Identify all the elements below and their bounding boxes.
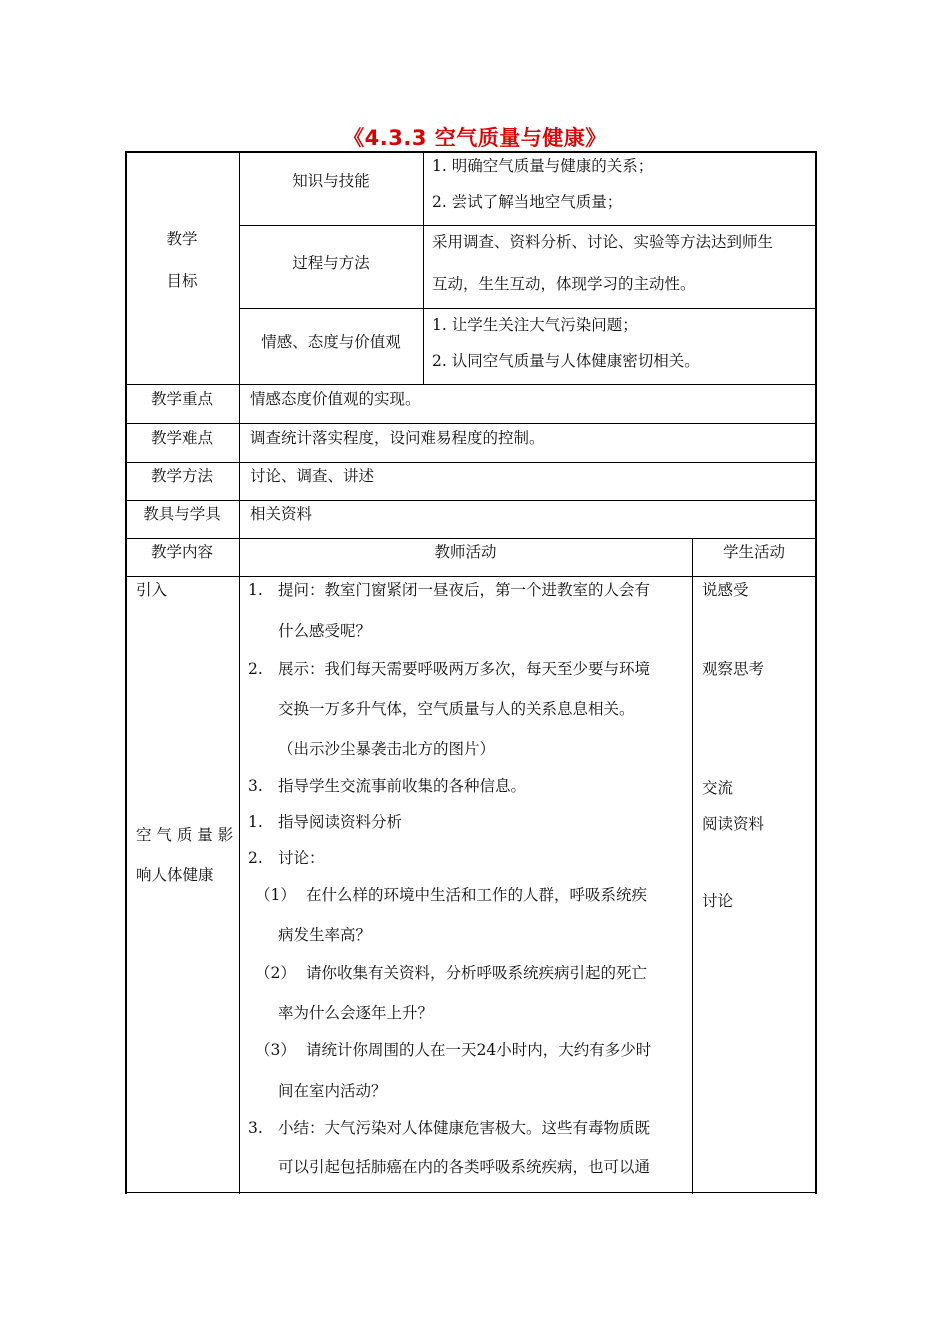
teacher-line: （出示沙尘暴袭击北方的图片） — [278, 740, 496, 758]
objectives-label-1: 教学 — [166, 230, 198, 248]
row-label: 教具与学具 — [143, 505, 221, 523]
teacher-num: 1. — [248, 581, 263, 599]
teacher-num: （3） — [255, 1041, 296, 1059]
col-divider — [423, 151, 424, 384]
page-title: 《4.3.3 空气质量与健康》 — [343, 126, 607, 150]
header-student: 学生活动 — [722, 543, 785, 561]
row-divider — [239, 308, 817, 309]
row-divider — [125, 423, 817, 424]
knowledge-item-1: 1. 明确空气质量与健康的关系； — [432, 157, 654, 175]
row-divider — [125, 576, 817, 577]
row-label: 教学难点 — [150, 429, 213, 447]
teacher-line: 率为什么会逐年上升？ — [278, 1004, 434, 1022]
teacher-line: 什么感受呢？ — [278, 622, 372, 640]
teacher-line: 间在室内活动？ — [278, 1082, 387, 1100]
teacher-num: （2） — [255, 964, 296, 982]
teacher-line: 讨论： — [278, 849, 325, 867]
teacher-line: 指导学生交流事前收集的各种信息。 — [278, 777, 527, 795]
teacher-line: 请你收集有关资料，分析呼吸系统疾病引起的死亡 — [306, 964, 648, 982]
col-divider — [692, 538, 693, 1194]
header-content: 教学内容 — [150, 543, 213, 561]
col-divider — [239, 538, 240, 1194]
teacher-num: （1） — [255, 886, 296, 904]
objectives-label-2: 目标 — [166, 272, 198, 290]
emotion-label: 情感、态度与价值观 — [261, 333, 401, 351]
lesson-plan-table — [125, 151, 817, 1194]
content-intro: 引入 — [136, 581, 168, 599]
teacher-num: 3. — [248, 777, 263, 795]
teacher-num: 1. — [248, 813, 263, 831]
teacher-line: 提问：教室门窗紧闭一昼夜后，第一个进教室的人会有 — [278, 581, 651, 599]
teacher-line: 展示：我们每天需要呼吸两万多次，每天至少要与环境 — [278, 660, 651, 678]
row-divider — [125, 384, 817, 385]
row-divider — [125, 462, 817, 463]
header-teacher: 教师活动 — [434, 543, 497, 561]
process-line-2: 互动，生生互动，体现学习的主动性。 — [432, 275, 696, 293]
teacher-line: 可以引起包括肺癌在内的各类呼吸系统疾病，也可以通 — [278, 1158, 651, 1176]
table-border-top — [125, 151, 817, 153]
student-activity: 说感受 — [702, 581, 749, 599]
table-border-right — [815, 151, 817, 1194]
content-topic-2: 响人体健康 — [136, 866, 214, 884]
row-label: 教学方法 — [150, 467, 213, 485]
teacher-line: 病发生率高？ — [278, 926, 372, 944]
student-activity: 交流 — [702, 779, 734, 797]
emotion-item-1: 1. 让学生关注大气污染问题； — [432, 316, 638, 334]
knowledge-item-2: 2. 尝试了解当地空气质量； — [432, 193, 623, 211]
process-line-1: 采用调查、资料分析、讨论、实验等方法达到师生 — [432, 233, 774, 251]
row-value: 情感态度价值观的实现。 — [250, 390, 421, 408]
row-divider — [125, 500, 817, 501]
content-topic-1: 空 气 质 量 影 — [136, 826, 234, 844]
student-activity: 讨论 — [702, 892, 734, 910]
teacher-line: 请统计你周围的人在一天24小时内，大约有多少时 — [306, 1041, 652, 1059]
student-activity: 阅读资料 — [702, 815, 765, 833]
teacher-num: 2. — [248, 660, 263, 678]
teacher-line: 小结：大气污染对人体健康危害极大。这些有毒物质既 — [278, 1119, 651, 1137]
table-border-left — [125, 151, 127, 1194]
teacher-num: 3. — [248, 1119, 263, 1137]
teacher-line: 指导阅读资料分析 — [278, 813, 403, 831]
student-activity: 观察思考 — [702, 660, 765, 678]
row-label: 教学重点 — [150, 390, 213, 408]
row-value: 讨论、调查、讲述 — [250, 467, 375, 485]
teacher-line: 交换一万多升气体，空气质量与人的关系息息相关。 — [278, 700, 635, 718]
row-divider — [125, 538, 817, 539]
teacher-num: 2. — [248, 849, 263, 867]
teacher-line: 在什么样的环境中生活和工作的人群，呼吸系统疾 — [306, 886, 648, 904]
row-value: 相关资料 — [250, 505, 313, 523]
row-divider — [239, 225, 817, 226]
row-value: 调查统计落实程度，设问难易程度的控制。 — [250, 429, 545, 447]
knowledge-label: 知识与技能 — [292, 172, 370, 190]
table-border-bottom — [125, 1192, 817, 1193]
emotion-item-2: 2. 认同空气质量与人体健康密切相关。 — [432, 352, 700, 370]
process-label: 过程与方法 — [292, 254, 370, 272]
